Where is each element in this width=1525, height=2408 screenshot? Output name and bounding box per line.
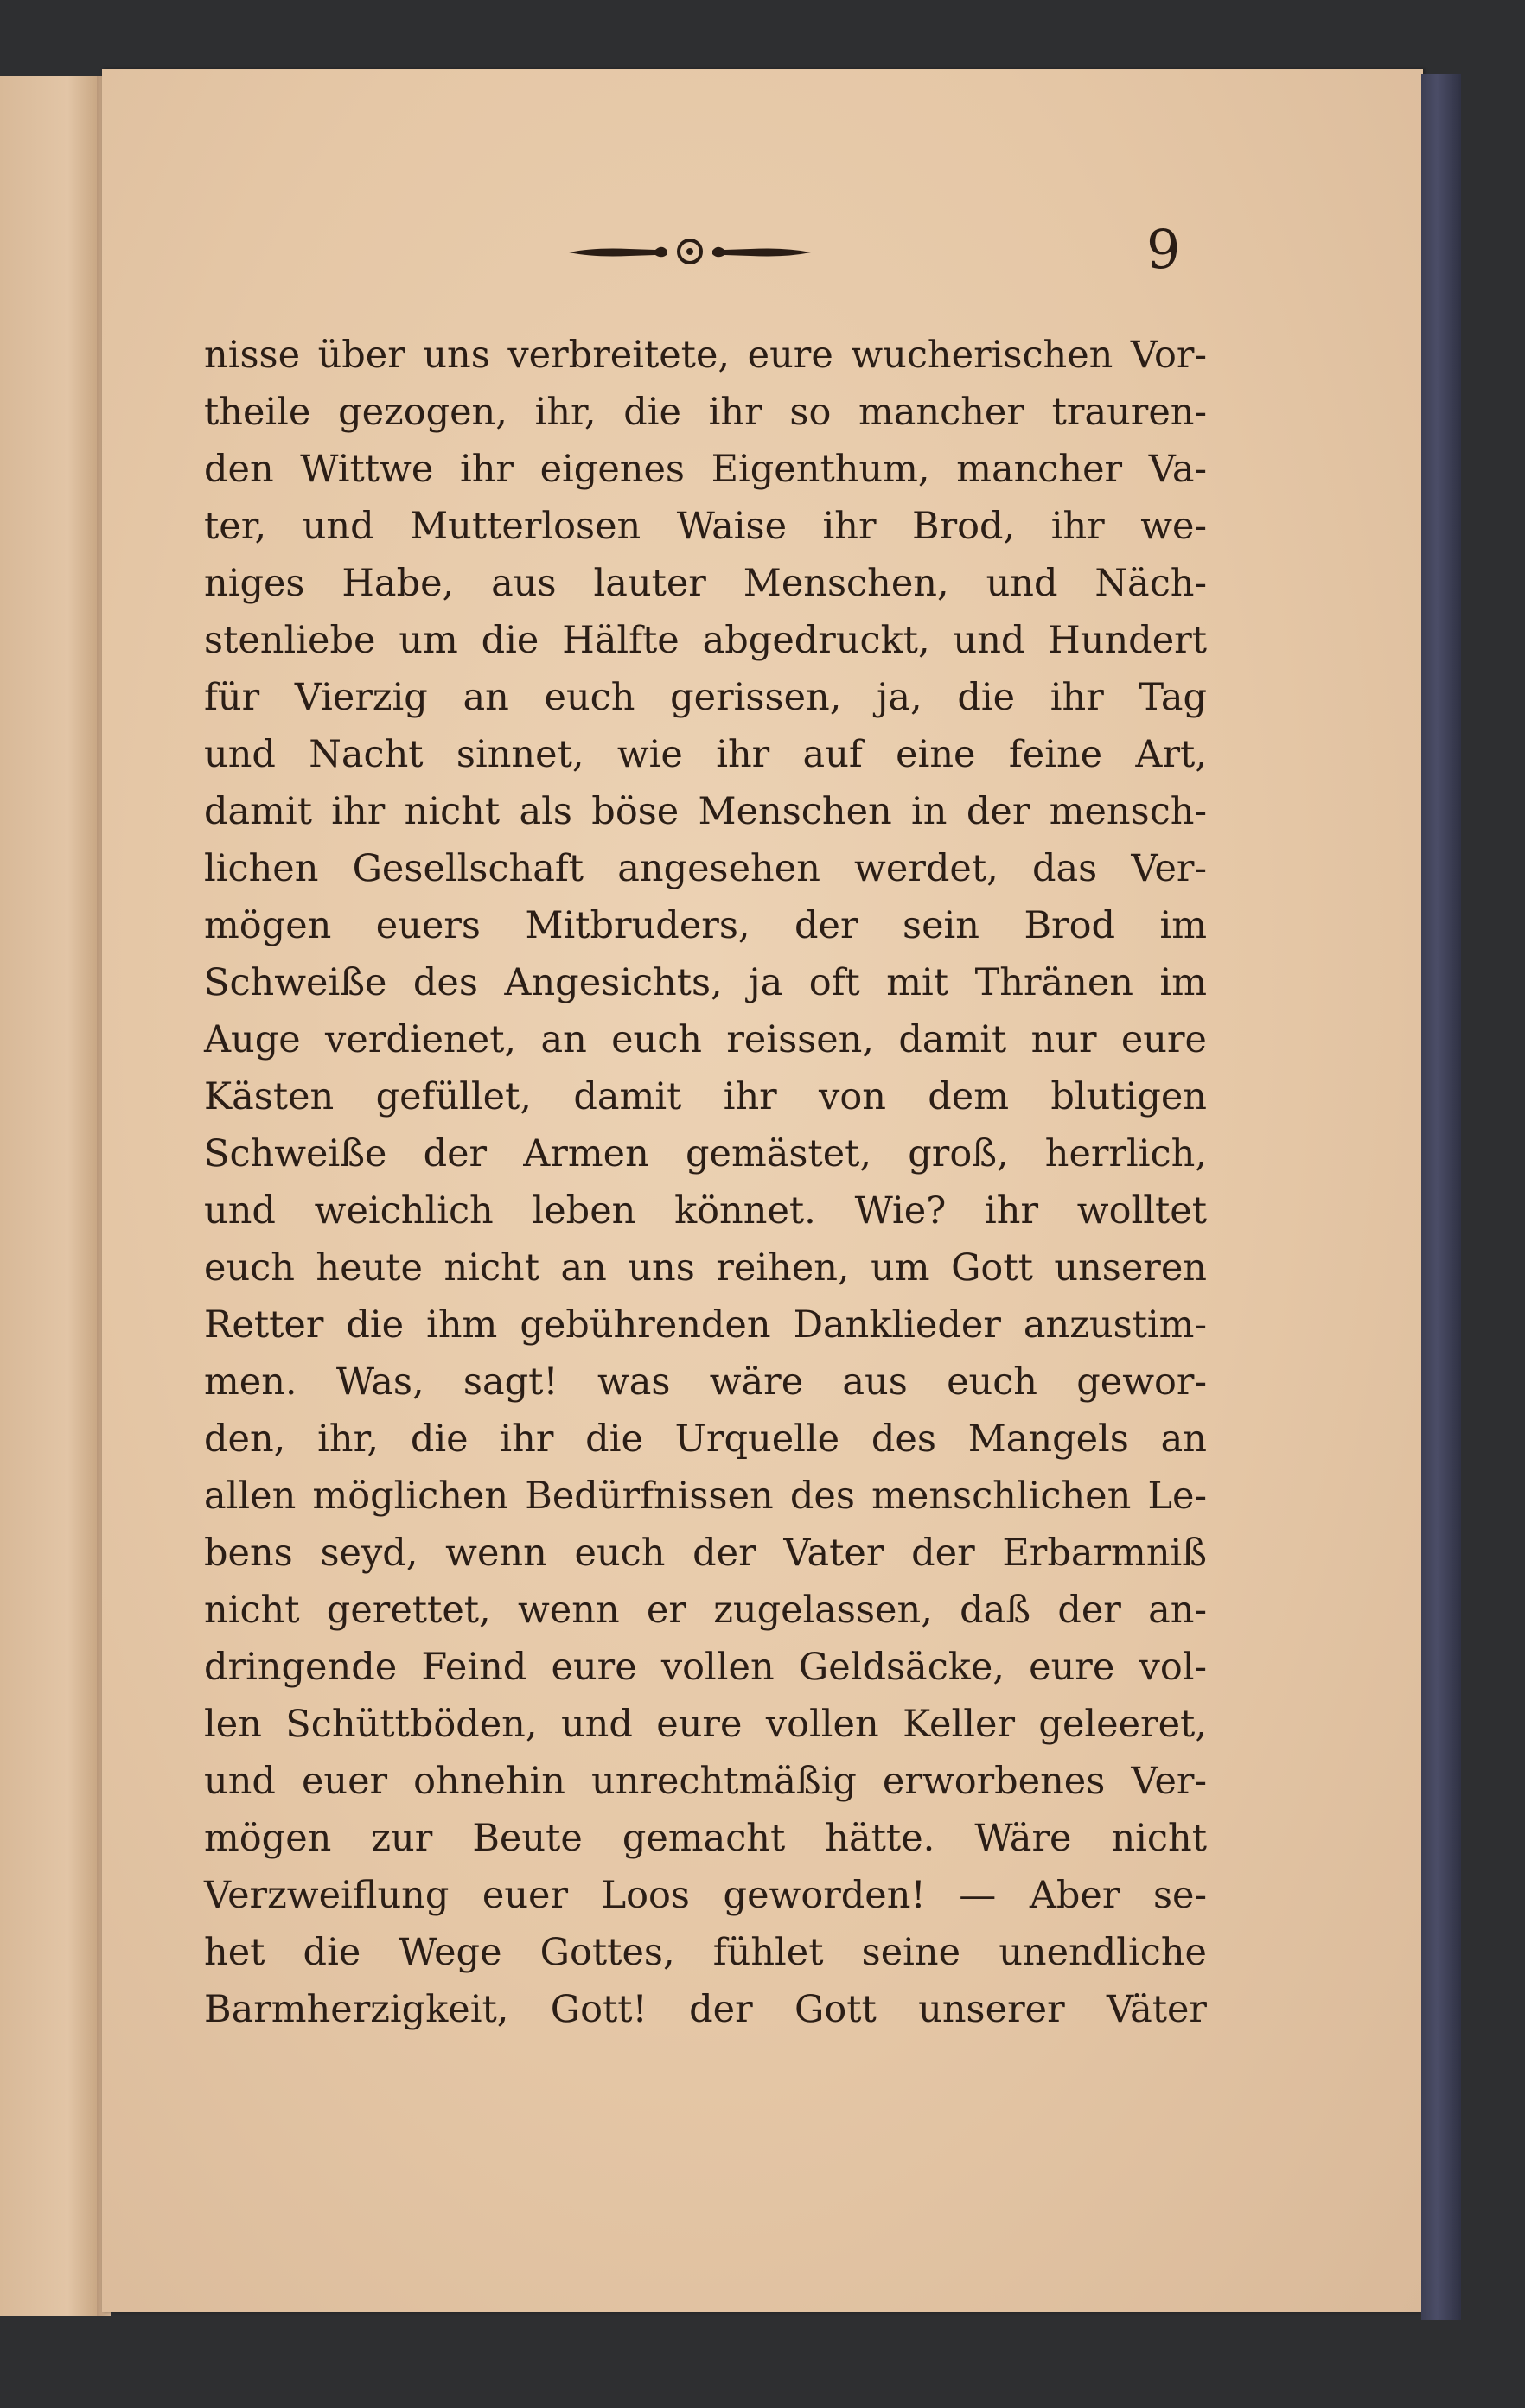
ornament-divider-icon (560, 232, 820, 270)
text-line: theile gezogen, ihr, die ihr so mancher trauren- (204, 391, 1207, 434)
text-line: nicht gerettet, wenn er zugelassen, daß der an- (204, 1589, 1207, 1632)
text-line: euch heute nicht an uns reihen, um Gott unseren (204, 1246, 1207, 1290)
text-line: allen möglichen Bedürfnissen des menschlichen Le- (204, 1475, 1207, 1518)
text-line: Schweiße des Angesichts, ja oft mit Thränen im (204, 961, 1207, 1004)
text-line: nisse über uns verbreitete, eure wucherischen Vor- (204, 334, 1207, 377)
text-line: Barmherzigkeit, Gott! der Gott unserer Väter (204, 1988, 1207, 2031)
text-line: mögen zur Beute gemacht hätte. Wäre nicht (204, 1817, 1207, 1860)
text-line: ter, und Mutterlosen Waise ihr Brod, ihr we- (204, 505, 1207, 548)
text-line: men. Was, sagt! was wäre aus euch gewor- (204, 1360, 1207, 1404)
page-header (102, 214, 1423, 292)
page-number: 9 (1146, 218, 1181, 281)
text-line: für Vierzig an euch gerissen, ja, die ihr Tag (204, 676, 1207, 719)
text-line: het die Wege Gottes, fühlet seine unendliche (204, 1931, 1207, 1974)
text-line: niges Habe, aus lauter Menschen, und Näch- (204, 562, 1207, 605)
text-line: len Schüttböden, und eure vollen Keller geleeret, (204, 1703, 1207, 1746)
text-line: und Nacht sinnet, wie ihr auf eine feine Art, (204, 733, 1207, 776)
text-line: und euer ohnehin unrechtmäßig erworbenes Ver- (204, 1760, 1207, 1803)
text-line: den Wittwe ihr eigenes Eigenthum, mancher Va- (204, 448, 1207, 491)
text-line: damit ihr nicht als böse Menschen in der mensch- (204, 790, 1207, 833)
text-line: Schweiße der Armen gemästet, groß, herrlich, (204, 1132, 1207, 1175)
text-line: dringende Feind eure vollen Geldsäcke, eure vol- (204, 1646, 1207, 1689)
left-page-edge (0, 76, 97, 2316)
body-text (204, 327, 1207, 2038)
book-cover-edge (1421, 74, 1461, 2320)
text-line: mögen euers Mitbruders, der sein Brod im (204, 904, 1207, 947)
text-line: Verzweiflung euer Loos geworden! — Aber se- (204, 1874, 1207, 1917)
text-line: Retter die ihm gebührenden Danklieder anzustim- (204, 1303, 1207, 1347)
text-line: den, ihr, die ihr die Urquelle des Mangels an (204, 1417, 1207, 1461)
text-line: Auge verdienet, an euch reissen, damit nur eure (204, 1018, 1207, 1061)
text-line: und weichlich leben könnet. Wie? ihr wolltet (204, 1189, 1207, 1233)
text-line: lichen Gesellschaft angesehen werdet, das Ver- (204, 847, 1207, 890)
text-line: stenliebe um die Hälfte abgedruckt, und Hundert (204, 619, 1207, 662)
text-line: bens seyd, wenn euch der Vater der Erbarmniß (204, 1532, 1207, 1575)
text-line: Kästen gefüllet, damit ihr von dem blutigen (204, 1075, 1207, 1118)
